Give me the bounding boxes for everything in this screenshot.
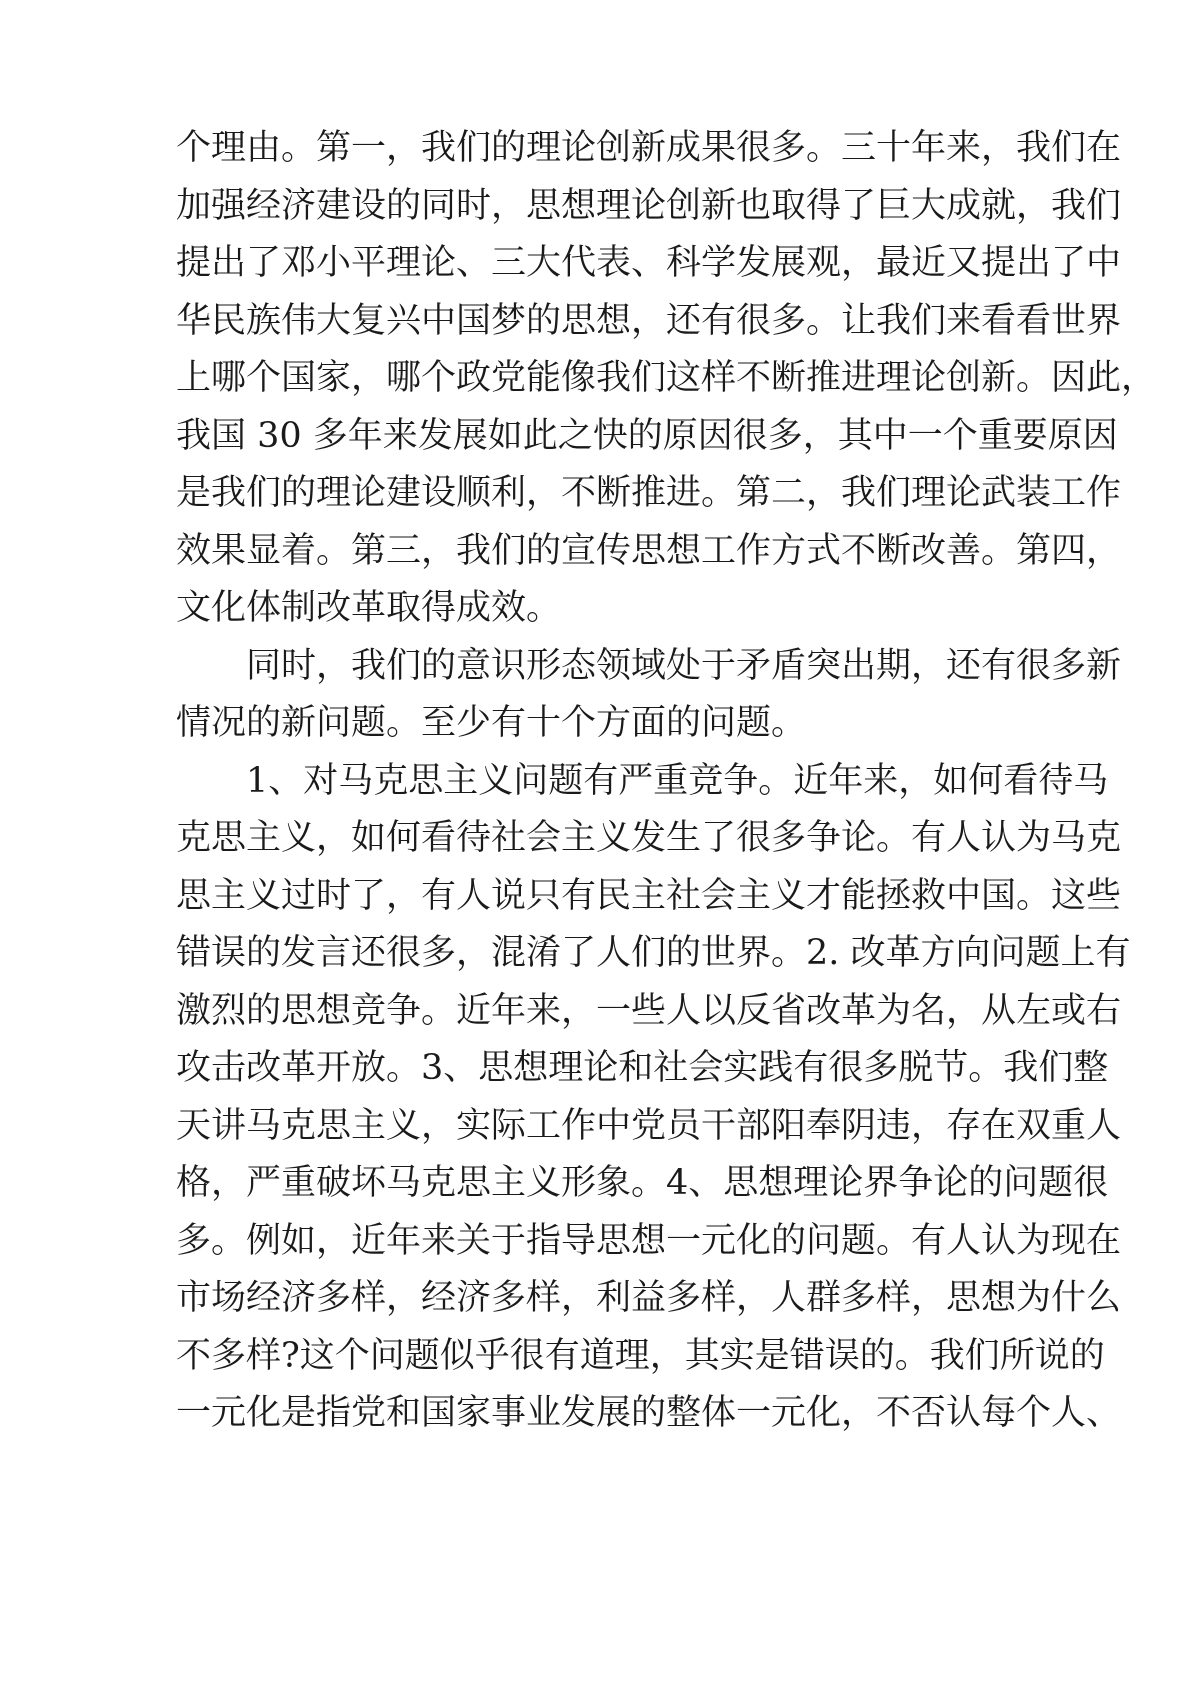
text-line: 提出了邓小平理论、三大代表、科学发展观，最近又提出了中 (176, 243, 1122, 283)
text-line: 文化体制改革取得成效。 (176, 588, 562, 628)
text-line: 不多样?这个问题似乎很有道理，其实是错误的。我们所说的 (176, 1335, 1105, 1376)
text-line: 效果显着。第三，我们的宣传思想工作方式不断改善。第四， (176, 530, 1122, 571)
text-line: 是我们的理论建设顺利，不断推进。第二，我们理论武装工作 (176, 473, 1122, 513)
text-line: 天讲马克思主义，实际工作中党员干部阳奉阴违，存在双重人 (176, 1105, 1122, 1146)
text-line: 上哪个国家，哪个政党能像我们这样不断推进理论创新。因此， (176, 358, 1157, 398)
paragraph-start-line: 同时，我们的意识形态领域处于矛盾突出期，还有很多新 (246, 645, 1122, 686)
text-line: 个理由。第一，我们的理论创新成果很多。三十年来，我们在 (176, 128, 1122, 168)
text-line: 攻击改革开放。3、思想理论和社会实践有很多脱节。我们整 (176, 1048, 1109, 1088)
text-line: 情况的新问题。至少有十个方面的问题。 (176, 703, 807, 743)
text-line: 格，严重破坏马克思主义形象。4、思想理论界争论的问题很 (176, 1163, 1109, 1203)
text-line: 我国 30 多年来发展如此之快的原因很多，其中一个重要原因 (176, 415, 1118, 456)
text-line: 思主义过时了，有人说只有民主社会主义才能拯救中国。这些 (176, 875, 1122, 916)
text-line: 一元化是指党和国家事业发展的整体一元化，不否认每个人、 (176, 1393, 1122, 1433)
text-line: 多。例如，近年来关于指导思想一元化的问题。有人认为现在 (176, 1220, 1122, 1261)
paragraph-start-line: 1、对马克思主义问题有严重竞争。近年来，如何看待马 (246, 760, 1109, 801)
text-line: 市场经济多样，经济多样，利益多样，人群多样，思想为什么 (176, 1278, 1122, 1318)
text-line: 激烈的思想竞争。近年来，一些人以反省改革为名，从左或右 (176, 990, 1122, 1031)
text-line: 加强经济建设的同时，思想理论创新也取得了巨大成就，我们 (176, 185, 1122, 226)
text-line: 华民族伟大复兴中国梦的思想，还有很多。让我们来看看世界 (176, 300, 1122, 341)
body-text (176, 120, 1157, 1443)
text-line: 克思主义，如何看待社会主义发生了很多争论。有人认为马克 (176, 818, 1122, 858)
text-line: 错误的发言还很多，混淆了人们的世界。2. 改革方向问题上有 (176, 933, 1131, 973)
